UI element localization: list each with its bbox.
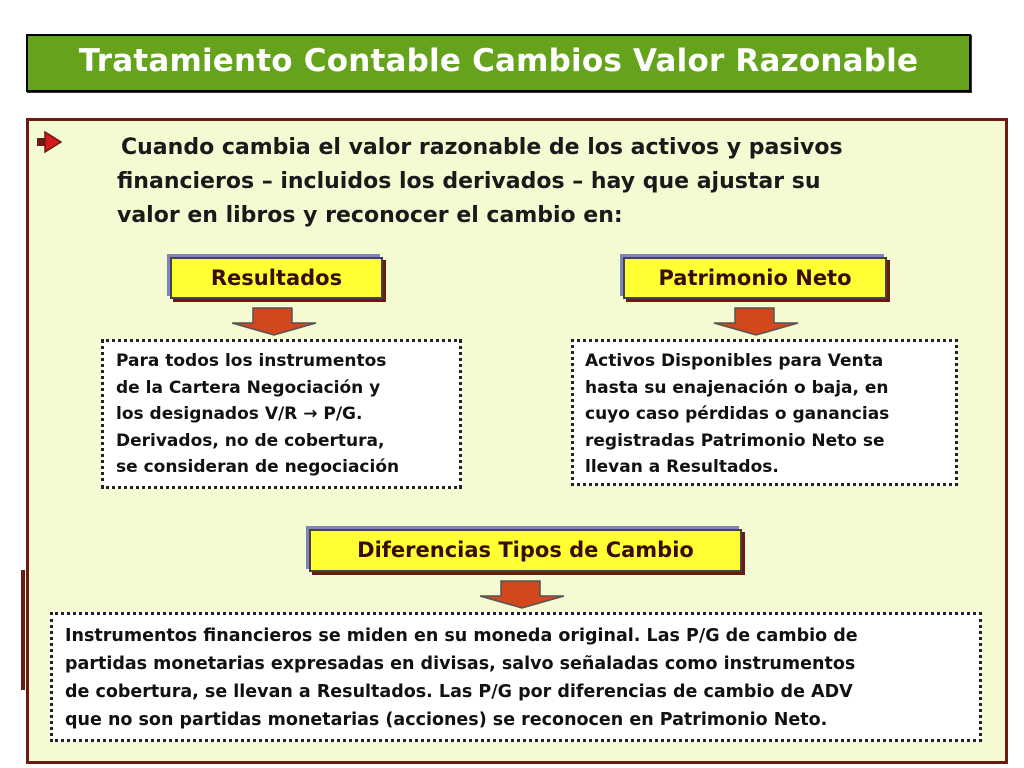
box-line: los designados V/R → P/G. <box>116 404 363 424</box>
box-line: Activos Disponibles para Venta <box>585 351 884 371</box>
panel-edge-marker <box>21 570 25 690</box>
diferencias-box <box>50 612 982 742</box>
arrow-right-icon <box>36 130 62 154</box>
intro-line: Cuando cambia el valor razonable de los activos y pasivos <box>121 135 843 160</box>
patrimonio-neto-box <box>571 339 958 486</box>
intro-line: valor en libros y reconocer el cambio en: <box>117 203 623 228</box>
box-line: Para todos los instrumentos <box>116 351 387 371</box>
box-line: Derivados, no de cobertura, <box>116 430 385 451</box>
box-line: que no son partidas monetarias (acciones) se reconocen en Patrimonio Neto. <box>65 710 828 730</box>
title-box <box>26 34 971 92</box>
intro-text <box>117 131 967 233</box>
box-line: se consideran de negociación <box>116 457 400 477</box>
arrow-down-icon <box>478 580 566 609</box>
resultados-box <box>101 339 462 489</box>
box-line: llevan a Resultados. <box>585 457 779 477</box>
box-line: registradas Patrimonio Neto se <box>585 430 885 451</box>
box-line: cuyo caso pérdidas o ganancias <box>585 404 890 424</box>
box-line: Instrumentos financieros se miden en su moneda original. Las P/G de cambio de <box>65 626 858 646</box>
box-line: hasta su enajenación o baja, en <box>585 377 889 398</box>
arrow-down-icon <box>712 307 800 336</box>
box-line: de cobertura, se llevan a Resultados. Las P/G por diferencias de cambio de ADV <box>65 682 853 702</box>
box-line: partidas monetarias expresadas en divisas, salvo señaladas como instrumentos <box>65 654 856 674</box>
patrimonio-neto-header: Patrimonio Neto <box>623 257 887 299</box>
resultados-header: Resultados <box>170 257 383 299</box>
arrow-down-icon <box>230 307 318 336</box>
intro-line: financieros – incluidos los derivados – hay que ajustar su <box>117 169 821 194</box>
diferencias-tipos-cambio-header: Diferencias Tipos de Cambio <box>309 529 742 572</box>
page-title: Tratamiento Contable Cambios Valor Razonable <box>78 43 919 79</box>
box-line: de la Cartera Negociación y <box>116 377 381 398</box>
